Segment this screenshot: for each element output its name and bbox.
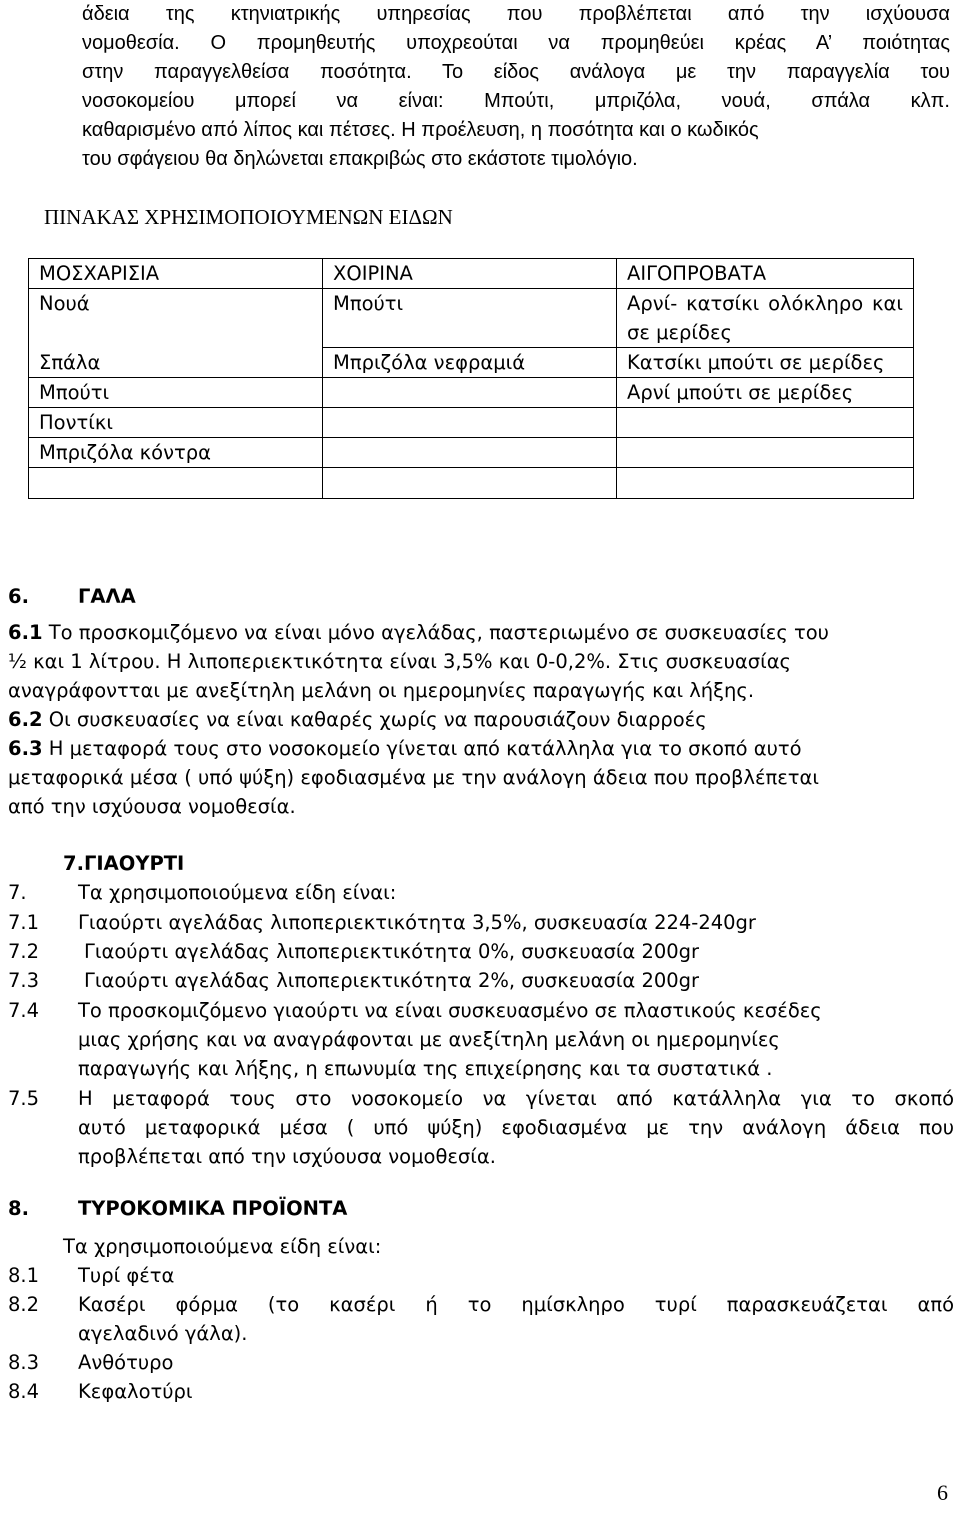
- intro-line: του σφάγειου θα δηλώνεται επακριβώς στο εκάστοτε τιμολόγιο.: [82, 148, 638, 170]
- paragraph-line: αναγράφοντται με ανεξίτηλη μελάνη οι ημερομηνίες παραγωγής και λήξης.: [8, 679, 755, 702]
- table-row: [29, 438, 914, 468]
- paragraph-number: 6.1: [8, 621, 43, 644]
- table-header-row: [29, 259, 914, 289]
- table-cell: [323, 468, 617, 499]
- table-row: [29, 408, 914, 438]
- paragraph-text: Οι συσκευασίες να είναι καθαρές χωρίς να παρουσιάζουν διαρροές: [48, 708, 707, 731]
- item-text: παραγωγής και λήξης, η επωνυμία της επιχείρησης και τα συστατικά .: [78, 1057, 773, 1080]
- table-cell: [617, 438, 914, 468]
- paragraph-line: από την ισχύουσα νομοθεσία.: [8, 795, 296, 818]
- table-cell: Μπούτι: [323, 289, 617, 348]
- item-text: Τυρί φέτα: [78, 1264, 175, 1287]
- table-cell: [29, 468, 323, 499]
- table-cell: Σπάλα: [29, 348, 323, 378]
- table-cell: [617, 468, 914, 499]
- table-cell: Αρνί- κατσίκι ολόκληρο και σε μερίδες: [617, 289, 914, 348]
- section-number: 8.: [8, 1197, 29, 1220]
- table-header-cell: ΑΙΓΟΠΡΟΒΑΤΑ: [617, 259, 914, 289]
- table-row: [29, 468, 914, 499]
- item-number: 8.1: [8, 1264, 40, 1287]
- paragraph-line: ½ και 1 λίτρου. Η λιποπεριεκτικότητα είναι 3,5% και 0-0,2%. Στις συσκευασίας: [8, 650, 791, 673]
- item-text: Κεφαλοτύρι: [78, 1380, 193, 1403]
- item-number: 7.5: [8, 1087, 40, 1110]
- item-text: Γιαούρτι αγελάδας λιποπεριεκτικότητα 0%, συσκευασία 200gr: [84, 940, 700, 963]
- paragraph-number: 6.3: [8, 737, 43, 760]
- table-row: [29, 289, 914, 348]
- item-text: μιας χρήσης και να αναγράφονται με ανεξίτηλη μελάνη οι ημερομηνίες: [78, 1028, 780, 1051]
- item-text: προβλέπεται από την ισχύουσα νομοθεσία.: [78, 1145, 496, 1168]
- intro-line: άδεια της κτηνιατρικής υπηρεσίας που προβλέπεται από την ισχύουσα: [82, 3, 950, 25]
- paragraph-text: Το προσκομιζόμενο να είναι μόνο αγελάδας, παστεριωμένο σε συσκευασίες του: [48, 621, 829, 644]
- section-heading: ΤΥΡΟΚΟΜΙΚΑ ΠΡΟΪΟΝΤΑ: [78, 1197, 348, 1220]
- item-number: 7.3: [8, 969, 40, 992]
- table-cell: [617, 408, 914, 438]
- table-cell: Μπριζόλα νεφραμιά: [323, 348, 617, 378]
- paragraph-number: 6.2: [8, 708, 43, 731]
- table-header-cell: ΧΟΙΡΙΝΑ: [323, 259, 617, 289]
- table-cell: [323, 378, 617, 408]
- item-text: αυτό μεταφορικά μέσα ( υπό ψύξη) εφοδιασμένα με την ανάλογη άδεια που: [78, 1116, 954, 1139]
- item-text: Τα χρησιμοποιούμενα είδη είναι:: [78, 881, 397, 904]
- item-number: 8.3: [8, 1351, 40, 1374]
- section-heading: ΓΑΛΑ: [78, 585, 136, 608]
- table-row: [29, 378, 914, 408]
- item-text: αγελαδινό γάλα).: [78, 1322, 248, 1345]
- item-number: 7.: [8, 881, 27, 904]
- intro-line: καθαρισμένο από λίπος και πέτσες. Η προέλευση, η ποσότητα και ο κωδικός: [82, 119, 759, 141]
- table-cell: Κατσίκι μπούτι σε μερίδες: [617, 348, 914, 378]
- item-number: 8.4: [8, 1380, 40, 1403]
- item-text: Κασέρι φόρμα (το κασέρι ή το ημίσκληρο τυρί παρασκευάζεται από: [78, 1293, 954, 1316]
- intro-line: στην παραγγελθείσα ποσότητα. Το είδος ανάλογα με την παραγγελία του: [82, 61, 950, 83]
- table-cell: [323, 438, 617, 468]
- item-number: 8.2: [8, 1293, 40, 1316]
- section-intro: Τα χρησιμοποιούμενα είδη είναι:: [63, 1235, 382, 1258]
- table-cell: Μπριζόλα κόντρα: [29, 438, 323, 468]
- table-title: ΠΙΝΑΚΑΣ ΧΡΗΣΙΜΟΠΟΙΟΥΜΕΝΩΝ ΕΙΔΩΝ: [44, 205, 453, 229]
- item-number: 7.4: [8, 999, 40, 1022]
- item-text: Γιαούρτι αγελάδας λιποπεριεκτικότητα 3,5%, συσκευασία 224-240gr: [78, 911, 756, 934]
- intro-line: νοσοκομείου μπορεί να είναι: Μπούτι, μπριζόλα, νουά, σπάλα κλπ.: [82, 90, 950, 112]
- intro-line: νομοθεσία. Ο προμηθευτής υποχρεούται να προμηθεύει κρέας Α’ ποιότητας: [82, 32, 950, 54]
- item-text: Το προσκομιζόμενο γιαούρτι να είναι συσκευασμένο σε πλαστικούς κεσέδες: [78, 999, 822, 1022]
- item-number: 7.1: [8, 911, 40, 934]
- table-cell: Ποντίκι: [29, 408, 323, 438]
- item-number: 7.2: [8, 940, 40, 963]
- item-text: Γιαούρτι αγελάδας λιποπεριεκτικότητα 2%, συσκευασία 200gr: [84, 969, 700, 992]
- table-cell: [323, 408, 617, 438]
- item-text: Ανθότυρο: [78, 1351, 174, 1374]
- table-header-cell: ΜΟΣΧΑΡΙΣΙΑ: [29, 259, 323, 289]
- item-text: Η μεταφορά τους στο νοσοκομείο να γίνεται από κατάλληλα για το σκοπό: [78, 1087, 954, 1110]
- table-cell: Αρνί μπούτι σε μερίδες: [617, 378, 914, 408]
- page-number: 6: [937, 1480, 948, 1505]
- table-row: [29, 348, 914, 378]
- table-cell: Νουά: [29, 289, 323, 348]
- table-cell: Μπούτι: [29, 378, 323, 408]
- paragraph-6-1: [8, 618, 954, 647]
- paragraph-text: Η μεταφορά τους στο νοσοκομείο γίνεται από κατάλληλα για το σκοπό αυτό: [48, 737, 802, 760]
- section-heading: 7.ΓΙΑΟΥΡΤΙ: [63, 852, 185, 875]
- paragraph-6-3: [8, 734, 802, 763]
- paragraph-6-2: [8, 705, 707, 734]
- paragraph-line: μεταφορικά μέσα ( υπό ψύξη) εφοδιασμένα με την ανάλογη άδεια που προβλέπεται: [8, 766, 820, 789]
- species-table: [28, 258, 914, 499]
- section-number: 6.: [8, 585, 29, 608]
